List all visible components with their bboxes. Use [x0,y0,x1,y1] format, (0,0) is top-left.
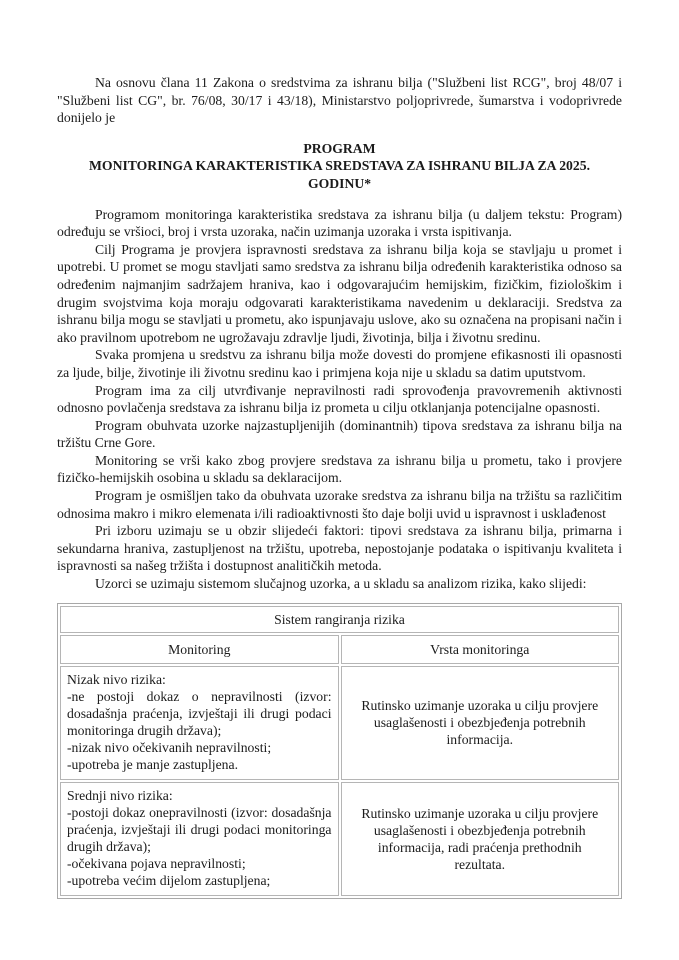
body-paragraph-1: Programom monitoringa karakteristika sredstava za ishranu bilja (u daljem tekstu: Program) određuju se vršioci, broj i vrsta uzoraka, način uzimanja uzoraka i vrsta ispitivanja. [57,206,622,240]
title-line-program: PROGRAM [303,140,376,156]
risk-criterion: -ne postoji dokaz o nepravilnosti (izvor: dosadašnja praćenja, izvještaji ili drugi podaci monitoringa drugih država); [67,688,332,738]
low-risk-monitoring-type-cell: Rutinsko uzimanje uzoraka u cilju provjere usaglašenosti i obezbjeđenja potrebnih informacija. [341,666,620,780]
table-row-medium-risk [60,782,619,896]
risk-level-title: Srednji nivo rizika: [67,787,173,803]
body-paragraph-2: Cilj Programa je provjera ispravnosti sredstava za ishranu bilja koja se stavljaju u promet i upotrebi. U promet se mogu stavljati samo sredstva za ishranu bilja određenih karakteristika odnoso sa određenim najmanjim sadržajem hraniva, kao i odgovarajućim hemijskim, fizičkim, fiziološkim i drugim svojstvima koja moraju odgovarati karakteristikama navedenim u deklaraciji. Sredstva za ishranu bilja mogu se stavljati u prometu, ako ispunjavaju uslove, ako su označena na propisani način i ako pravilnom upotrebom ne ugrožavaju zdravlje ljudi, životinja, bilja i životnu sredinu. [57,241,622,345]
table-row-low-risk [60,666,619,780]
risk-criterion: -upotreba većim dijelom zastupljena; [67,872,271,888]
body-paragraph-7: Program je osmišljen tako da obuhvata uzorake sredstva za ishranu bilja na tržištu sa različitim odnosima makro i mikro elemenata i/ili radioaktivnosti što daje bolji uvid u ispravnost i usklađenost [57,488,622,521]
risk-level-title: Nizak nivo rizika: [67,671,166,687]
risk-criterion: -postoji dokaz onepravilnosti (izvor: dosadašnja praćenja, izvještaji ili drugi podaci monitoringa drugih država); [67,804,332,854]
body-paragraph-6: Monitoring se vrši kako zbog provjere sredstava za ishranu bilja u prometu, tako i provjere fizičko-hemijskih osobina u skladu sa deklaracijom. [57,452,622,486]
column-header-monitoring: Monitoring [60,635,339,664]
table-header-row [60,635,619,664]
body-paragraph-5: Program obuhvata uzorke najzastupljenijih (dominantnih) tipova sredstava za ishranu bilja na tržištu Crne Gore. [57,417,622,451]
risk-criterion: -nizak nivo očekivanih nepravilnosti; [67,739,272,755]
document-title [57,140,622,193]
risk-criterion: -očekivana pojava nepravilnosti; [67,855,246,871]
body-paragraph-8: Pri izboru uzimaju se u obzir slijedeći faktori: tipovi sredstava za ishranu bilja, primarna i sekundarna hraniva, zastupljenost na tržištu, upotreba, nepostojanje podataka o ispitivanju kvaliteta i ispravnosti sa našeg tržišta i dostupnost analitičkih metoda. [57,523,622,574]
intro-paragraph: Na osnovu člana 11 Zakona o sredstvima za ishranu bilja ("Službeni list RCG", broj 48/07 i "Službeni list CG", br. 76/08, 30/17 i 43/18), Ministarstvo poljoprivrede, šumarstva i vodoprivrede donijelo je [57,75,622,126]
body-paragraph-3: Svaka promjena u sredstvu za ishranu bilja može dovesti do promjene efikasnosti ili opasnosti za ljude, bilje, životinje ili životnu sredinu kao i primjena koja nije u skladu sa datim uputstvom. [57,347,622,380]
risk-ranking-table [57,603,622,899]
table-caption: Sistem rangiranja rizika [60,606,619,633]
table-caption-row [60,606,619,633]
medium-risk-monitoring-type-cell: Rutinsko uzimanje uzoraka u cilju provjere usaglašenosti i obezbjeđenja potrebnih informacija, radi praćenja prethodnih rezultata. [341,782,620,896]
medium-risk-criteria-cell [60,782,339,896]
low-risk-criteria-cell [60,666,339,780]
body-paragraph-9: Uzorci se uzimaju sistemom slučajnog uzorka, a u skladu sa analizom rizika, kako slijedi: [95,576,587,592]
title-line-monitoring: MONITORINGA KARAKTERISTIKA SREDSTAVA ZA ISHRANU BILJA ZA 2025. GODINU* [89,158,590,191]
risk-criterion: -upotreba je manje zastupljena. [67,756,239,772]
column-header-vrsta-monitoringa: Vrsta monitoringa [341,635,620,664]
body-paragraph-4: Program ima za cilj utvrđivanje nepravilnosti radi sprovođenja pravovremenih aktivnosti odnosno povlačenja sredstava za ishranu bilja iz prometa u cilju otklanjanja potencijalne opasnosti. [57,382,622,416]
